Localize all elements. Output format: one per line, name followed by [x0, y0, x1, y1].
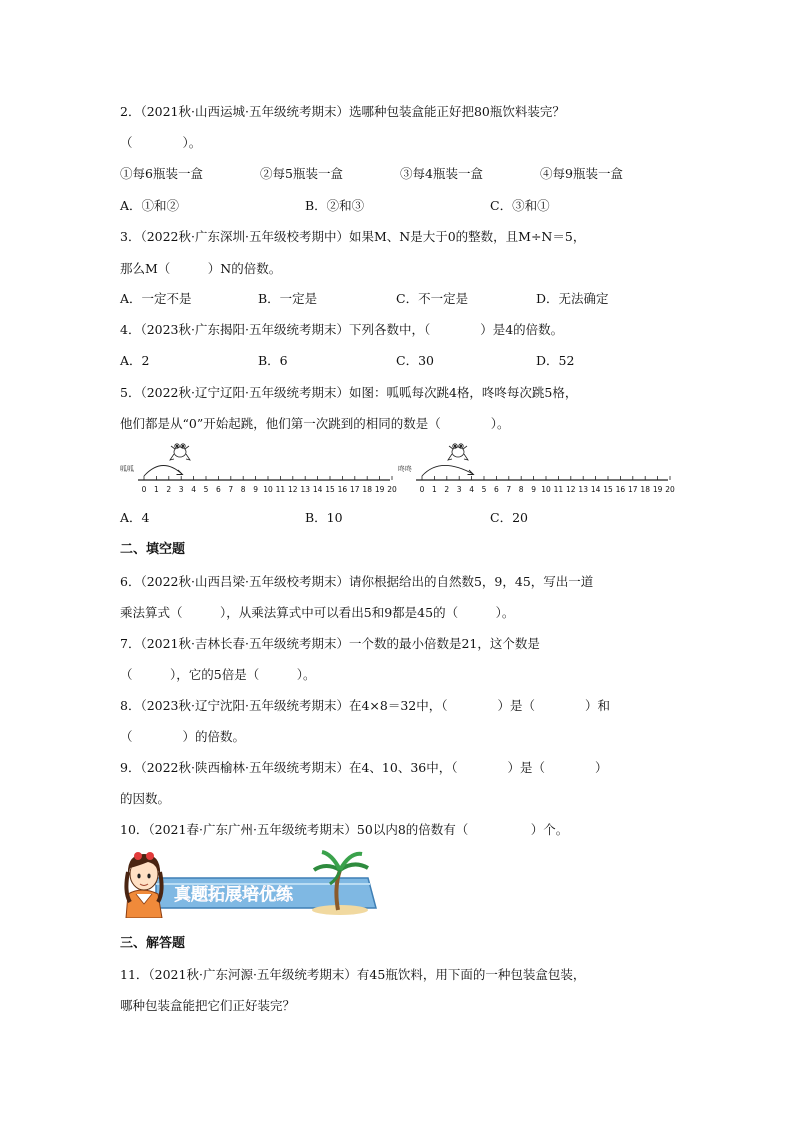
tick-label: 20	[665, 485, 675, 494]
jump-arc	[422, 465, 473, 476]
tick-label: 8	[518, 485, 524, 494]
q5-option-b: B．10	[305, 510, 343, 525]
guagua-label: 呱呱	[120, 465, 134, 473]
tick-label: 11	[275, 485, 286, 494]
tick-label: 14	[590, 485, 601, 494]
number-line-dongdong	[396, 440, 676, 496]
tick-label: 10	[541, 485, 551, 494]
tick-label: 12	[566, 485, 576, 494]
q5-stem: 5．（2022秋·辽宁辽阳·五年级统考期末）如图：呱呱每次跳4格，咚咚每次跳5格，	[120, 385, 578, 400]
tick-label: 15	[603, 485, 613, 494]
tick-label: 15	[325, 485, 335, 494]
q11-line-1: 11．（2021秋·广东河源·五年级统考期末）有45瓶饮料，用下面的一种包装盒包装，	[120, 967, 586, 982]
tick-label: 13	[300, 485, 310, 494]
tick-label: 5	[203, 485, 209, 494]
tick-label: 13	[578, 485, 588, 494]
q9-line-1: 9．（2022秋·陕西榆林·五年级统考期末）在4、10、36中，（ ）是（ ）	[120, 760, 608, 775]
tick-label: 6	[494, 485, 499, 494]
tick-label: 1	[154, 485, 159, 494]
jump-arc	[144, 465, 182, 476]
q2-option-b: B．②和③	[305, 198, 365, 213]
frog-icon	[448, 444, 468, 460]
number-line-guagua	[118, 440, 398, 496]
q10-line-1: 10．（2021春·广东广州·五年级统考期末）50以内8的倍数有（ ）个。	[120, 822, 569, 837]
q2-stem: 2．（2021秋·山西运城·五年级统考期末）选哪种包装盒能正好把80瓶饮料装完？	[120, 104, 565, 119]
practice-banner	[118, 848, 378, 918]
frog-icon	[170, 444, 190, 460]
q2-choice-4: ④每9瓶装一盒	[540, 166, 623, 181]
q3-stem-2: 那么M（ ）N的倍数。	[120, 261, 282, 276]
tick-label: 20	[387, 485, 397, 494]
q3-option-d: D．无法确定	[536, 291, 609, 306]
q11-line-2: 哪种包装盒能把它们正好装完？	[120, 998, 296, 1013]
q2-option-a: A．①和②	[120, 198, 180, 213]
tick-label: 8	[240, 485, 246, 494]
q6-line-2: 乘法算式（ ），从乘法算式中可以看出5和9都是45的（ ）。	[120, 605, 515, 620]
tick-label: 10	[263, 485, 273, 494]
section-fill-blank-heading: 二、填空题	[120, 542, 186, 557]
tick-label: 11	[553, 485, 564, 494]
banner-title: 真题拓展培优练	[174, 885, 293, 905]
tick-label: 4	[469, 485, 474, 494]
q7-line-2: （ ），它的5倍是（ ）。	[120, 667, 316, 682]
tick-label: 2	[166, 485, 172, 494]
tick-label: 1	[432, 485, 437, 494]
q4-option-a: A．2	[120, 353, 150, 368]
section-answer-heading: 三、解答题	[120, 936, 186, 951]
tick-label: 9	[253, 485, 258, 494]
q3-option-c: C．不一定是	[396, 291, 469, 306]
tick-label: 7	[228, 485, 234, 494]
tick-label: 6	[216, 485, 221, 494]
tick-label: 14	[312, 485, 323, 494]
tick-label: 17	[628, 485, 638, 494]
q6-line-1: 6．（2022秋·山西吕梁·五年级校考期末）请你根据给出的自然数5，9，45，写出一道	[120, 574, 594, 589]
tick-label: 16	[615, 485, 626, 494]
q3-option-a: A．一定不是	[120, 291, 192, 306]
q2-blank: （ ）。	[120, 135, 202, 150]
tick-label: 16	[337, 485, 348, 494]
q2-choice-1: ①每6瓶装一盒	[120, 166, 203, 181]
q4-stem: 4．（2023秋·广东揭阳·五年级统考期末）下列各数中，（ ）是4的倍数。	[120, 322, 564, 337]
q2-option-c: C．③和①	[490, 198, 550, 213]
q5-option-c: C．20	[490, 510, 528, 525]
tick-label: 0	[419, 485, 425, 494]
q2-choice-3: ③每4瓶装一盒	[400, 166, 483, 181]
q4-option-b: B．6	[258, 353, 288, 368]
tick-label: 19	[652, 485, 663, 494]
tick-label: 3	[178, 485, 184, 494]
q7-line-1: 7．（2021秋·吉林长春·五年级统考期末）一个数的最小倍数是21，这个数是	[120, 636, 540, 651]
tick-label: 2	[444, 485, 450, 494]
tick-label: 18	[362, 485, 372, 494]
dongdong-label: 咚咚	[398, 465, 412, 473]
q9-line-2: 的因数。	[120, 791, 171, 806]
q3-stem: 3．（2022秋·广东深圳·五年级校考期中）如果M、N是大于0的整数，且M÷N＝5，	[120, 229, 586, 244]
q8-line-2: （ ）的倍数。	[120, 729, 246, 744]
tick-label: 9	[531, 485, 536, 494]
tick-label: 18	[640, 485, 650, 494]
tick-label: 12	[288, 485, 298, 494]
q5-stem-2: 他们都是从“0”开始起跳，他们第一次跳到的相同的数是（ ）。	[120, 416, 510, 431]
q5-option-a: A．4	[120, 510, 150, 525]
tick-label: 19	[374, 485, 385, 494]
q4-option-d: D．52	[536, 353, 575, 368]
tick-label: 17	[350, 485, 360, 494]
tick-label: 0	[141, 485, 147, 494]
q3-option-b: B．一定是	[258, 291, 318, 306]
q8-line-1: 8．（2023秋·辽宁沈阳·五年级统考期末）在4×8＝32中，（ ）是（ ）和	[120, 698, 610, 713]
q2-choice-2: ②每5瓶装一盒	[260, 166, 343, 181]
tick-label: 7	[506, 485, 512, 494]
q4-option-c: C．30	[396, 353, 434, 368]
tick-label: 5	[481, 485, 487, 494]
tick-label: 4	[191, 485, 196, 494]
tick-label: 3	[456, 485, 462, 494]
